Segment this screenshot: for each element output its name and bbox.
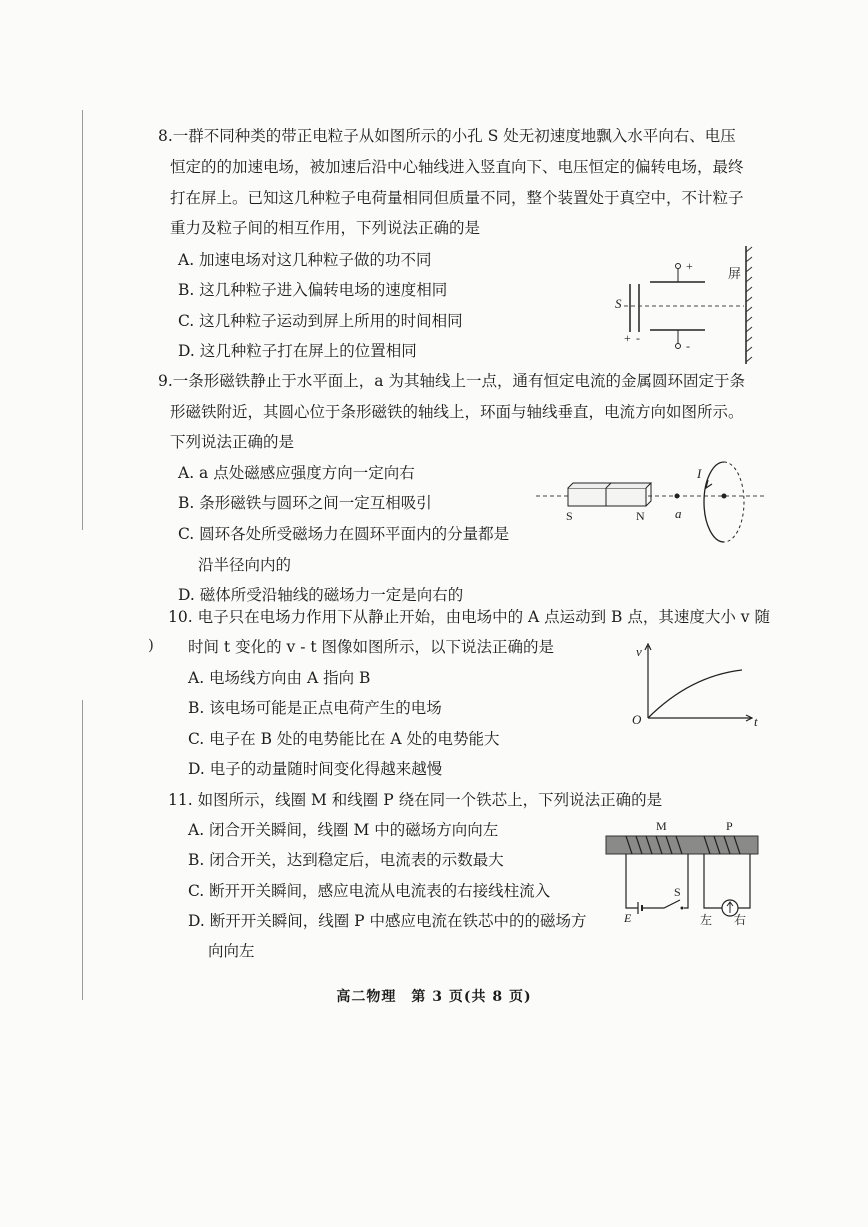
- option-d: D. 电子的动量随时间变化得越来越慢: [188, 760, 443, 778]
- t-axis-label: t: [754, 714, 758, 729]
- right-terminal-label: 右: [734, 913, 747, 927]
- q9-figure: [536, 458, 768, 548]
- bar-magnet-ring-diagram: [536, 458, 768, 548]
- option-b: B. 该电场可能是正点电荷产生的电场: [188, 699, 442, 717]
- minus-sign: -: [636, 331, 640, 345]
- plus-sign: +: [686, 259, 693, 273]
- option-a: A. 闭合开关瞬间，线圈 M 中的磁场方向向左: [188, 821, 499, 839]
- question-text: 9.一条形磁铁静止于水平面上，a 为其轴线上一点，通有恒定电流的金属圆环固定于条: [158, 372, 745, 390]
- option-c-continued: 沿半径向内的: [198, 556, 292, 574]
- option-d: D. 磁体所受沿轴线的磁场力一定是向右的: [178, 586, 464, 604]
- question-text: 打在屏上。已知这几种粒子电荷量相同但质量不同，整个装置处于真空中，不计粒子: [170, 189, 744, 207]
- margin-line: [82, 110, 83, 530]
- question-text: 形磁铁附近，其圆心位于条形磁铁的轴线上，环面与轴线垂直，电流方向如图所示。: [170, 403, 744, 421]
- option-c: C. 断开开关瞬间，感应电流从电流表的右接线柱流入: [188, 882, 551, 900]
- emf-label: E: [624, 911, 632, 925]
- hole-label: S: [615, 296, 622, 311]
- current-label: I: [697, 466, 702, 481]
- margin-mark: ): [148, 636, 154, 654]
- q10-figure: [630, 636, 764, 728]
- option-d: D. 这几种粒子打在屏上的位置相同: [178, 342, 417, 360]
- n-pole-label: N: [636, 509, 645, 523]
- plus-sign: +: [624, 331, 631, 345]
- coil-m-label: M: [656, 819, 667, 833]
- question-text: 下列说法正确的是: [170, 433, 295, 451]
- question-text: 恒定的的加速电场，被加速后沿中心轴线进入竖直向下、电压恒定的偏转电场，最终: [170, 158, 744, 176]
- left-terminal-label: 左: [700, 913, 713, 927]
- page-footer: 高二物理 第 3 页(共 8 页): [336, 989, 532, 1005]
- q11-figure: [604, 816, 764, 928]
- option-d: D. 断开开关瞬间，线圈 P 中感应电流在铁芯中的的磁场方: [188, 912, 587, 930]
- option-a: A. 加速电场对这几种粒子做的功不同: [178, 251, 432, 269]
- point-a-label: a: [675, 506, 682, 521]
- v-t-graph: [630, 636, 764, 728]
- s-pole-label: S: [566, 509, 573, 523]
- question-text: 重力及粒子间的相互作用，下列说法正确的是: [170, 219, 481, 237]
- option-b: B. 条形磁铁与圆环之间一定互相吸引: [178, 494, 432, 512]
- option-c: C. 电子在 B 处的电势能比在 A 处的电势能大: [188, 730, 500, 748]
- question-text: 时间 t 变化的 v - t 图像如图所示，以下说法正确的是: [188, 638, 555, 656]
- option-c: C. 这几种粒子运动到屏上所用的时间相同: [178, 312, 463, 330]
- question-text: 11. 如图所示，线圈 M 和线圈 P 绕在同一个铁芯上，下列说法正确的是: [168, 791, 663, 809]
- origin-label: O: [632, 712, 642, 727]
- option-b: B. 闭合开关，达到稳定后，电流表的示数最大: [188, 851, 504, 869]
- option-a: A. 电场线方向由 A 指向 B: [188, 669, 371, 687]
- deflection-apparatus-diagram: [610, 244, 760, 366]
- v-axis-label: v: [636, 644, 642, 659]
- coil-p-label: P: [726, 819, 733, 833]
- option-c: C. 圆环各处所受磁场力在圆环平面内的分量都是: [178, 525, 510, 543]
- option-d-continued: 向向左: [208, 942, 255, 960]
- question-text: 10. 电子只在电场力作用下从静止开始，由电场中的 A 点运动到 B 点，其速度大小 v 随: [168, 608, 770, 626]
- minus-sign: -: [686, 339, 690, 353]
- option-a: A. a 点处磁感应强度方向一定向右: [178, 464, 415, 482]
- screen-label: 屏: [728, 266, 742, 281]
- two-coil-circuit-diagram: [604, 816, 764, 928]
- switch-label: S: [674, 885, 681, 899]
- margin-line: [82, 700, 83, 1000]
- question-text: 8.一群不同种类的带正电粒子从如图所示的小孔 S 处无初速度地飘入水平向右、电压: [158, 127, 736, 145]
- q8-figure: [610, 244, 760, 366]
- option-b: B. 这几种粒子进入偏转电场的速度相同: [178, 281, 448, 299]
